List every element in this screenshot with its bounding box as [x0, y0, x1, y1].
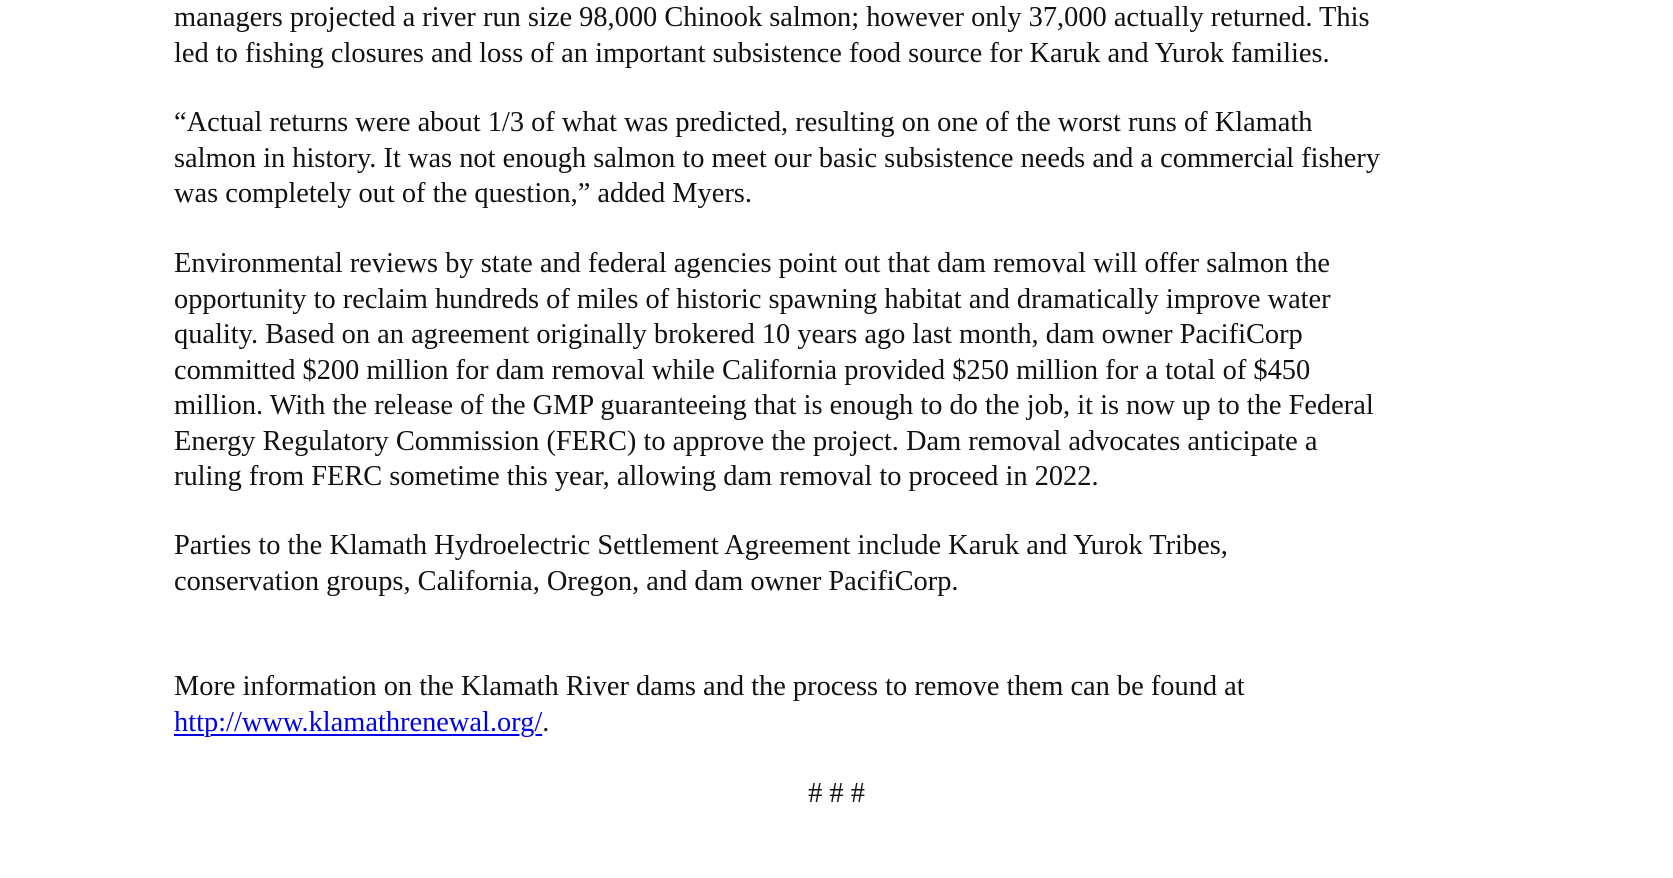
text-line: managers projected a river run size 98,000 Chinook salmon; however only 37,000 actually returned. This — [174, 2, 1370, 33]
end-mark: # # # — [808, 778, 865, 809]
paragraph-parties — [174, 528, 1228, 599]
text-line-with-link — [174, 705, 1245, 741]
text-line: quality. Based on an agreement originally brokered 10 years ago last month, dam owner PacifiCorp — [174, 319, 1303, 350]
trailing-period: . — [542, 706, 550, 738]
text-line: led to fishing closures and loss of an important subsistence food source for Karuk and Yurok families. — [174, 37, 1330, 69]
text-line: More information on the Klamath River dams and the process to remove them can be found at — [174, 671, 1245, 702]
paragraph-myers-quote — [174, 105, 1380, 212]
text-line: salmon in history. It was not enough salmon to meet our basic subsistence needs and a commercial fishery — [174, 142, 1381, 174]
text-line: opportunity to reclaim hundreds of miles of historic spawning habitat and dramatically improve water — [174, 283, 1331, 315]
text-line: Parties to the Klamath Hydroelectric Settlement Agreement include Karuk and Yurok Tribes, — [174, 530, 1228, 561]
text-line: committed $200 million for dam removal while California provided $250 million for a total of $450 — [174, 354, 1311, 386]
text-line: was completely out of the question,” added Myers. — [174, 178, 752, 209]
text-line: conservation groups, California, Oregon, and dam owner PacifiCorp. — [174, 565, 959, 597]
paragraph-more-information — [174, 669, 1245, 740]
text-line: Environmental reviews by state and federal agencies point out that dam removal will offer salmon the — [174, 248, 1331, 279]
text-line: ruling from FERC sometime this year, allowing dam removal to proceed in 2022. — [174, 461, 1099, 492]
klamath-renewal-link[interactable]: http://www.klamathrenewal.org/ — [174, 706, 543, 738]
text-line: million. With the release of the GMP guaranteeing that is enough to do the job, it is now up to the Federal — [174, 390, 1374, 421]
text-line: “Actual returns were about 1/3 of what was predicted, resulting on one of the worst runs of Klamath — [174, 107, 1313, 138]
paragraph-environmental-reviews — [174, 246, 1374, 495]
paragraph-run-size — [174, 0, 1370, 71]
text-line: Energy Regulatory Commission (FERC) to approve the project. Dam removal advocates anticipate a — [174, 425, 1318, 457]
